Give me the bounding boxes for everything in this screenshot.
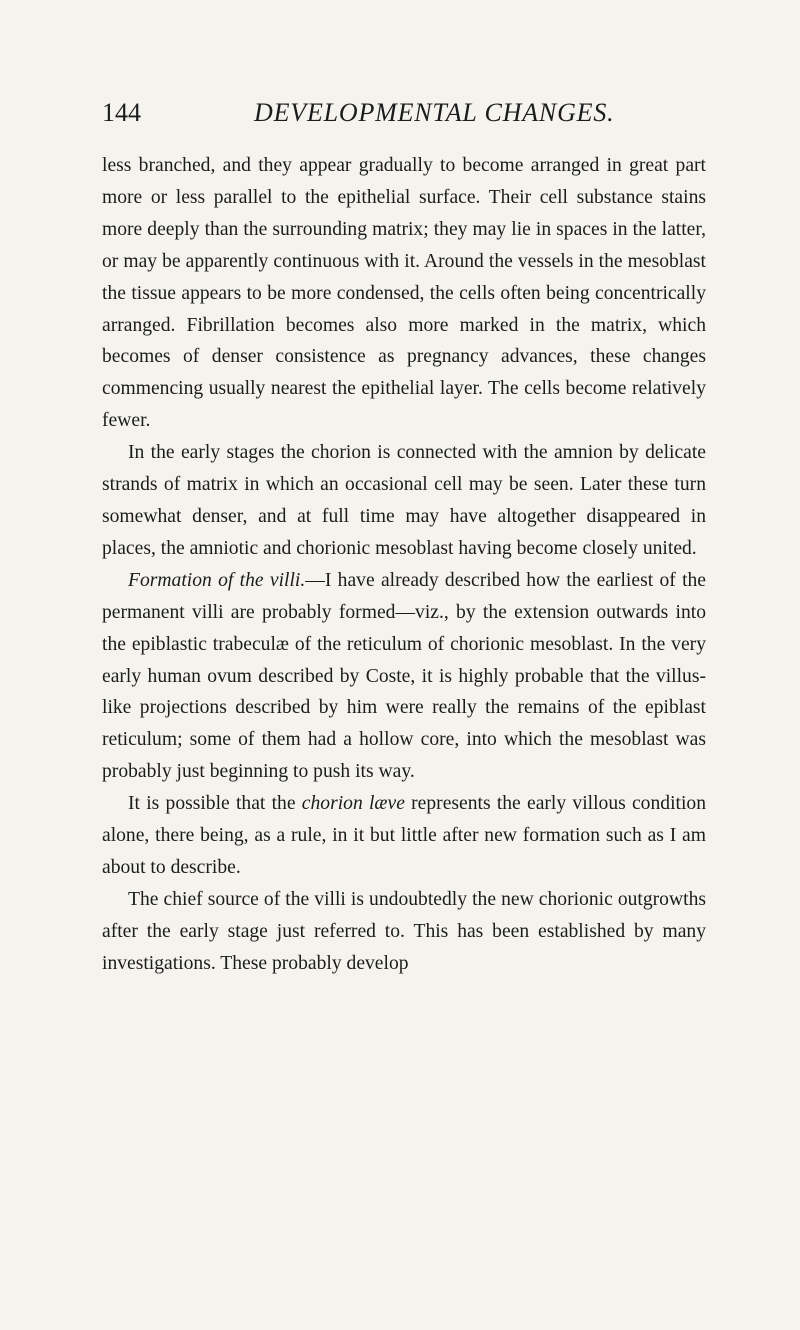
running-title: DEVELOPMENTAL CHANGES. — [254, 98, 615, 127]
page-number: 144 — [102, 98, 141, 127]
section-heading-formation-of-villi: Formation of the villi. — [128, 569, 306, 591]
paragraph-formation-of-villi-text: —I have already described how the earliest of the permanent villi are probably formed—viz., by the extension outwards into the epiblastic trabeculæ of the reticulum of chorionic mesoblast. In the very early human ovum described by Coste, it is highly probable that the villus-like projections described by him were really the remains of the epiblast reticulum; some of them had a hollow core, into which the mesoblast was probably just beginning to push its way. — [102, 569, 707, 783]
paragraph-chorion-laeve — [102, 788, 706, 884]
paragraph-chorion-laeve-after: represents the early villous condition alone, there being, as a rule, in it but little after new formation such as I am about to describe. — [102, 793, 706, 878]
running-head — [102, 96, 706, 136]
paragraph-formation-of-villi — [102, 565, 706, 788]
paragraph-chorion-amnion: In the early stages the chorion is connected with the amnion by delicate strands of matrix in which an occasional cell may be seen. Later these turn somewhat denser, and at full time may have altogether disappeared in places, the amniotic and chorionic mesoblast having become closely united. — [102, 442, 706, 559]
paragraph-chorion-laeve-before: It is possible that the — [128, 793, 302, 815]
paragraph-continuation: less branched, and they appear gradually to become arranged in great part more or less parallel to the epithelial surface. Their cell substance stains more deeply than the surrounding matrix; they may lie in spaces in the latter, or may be apparently continuous with it. Around the vessels in the mesoblast the tissue appears to be more condensed, the cells often being concentrically arranged. Fibrillation becomes also more marked in the matrix, which becomes of denser consistence as pregnancy advances, these changes commencing usually nearest the epithelial layer. The cells become relatively fewer. — [102, 155, 706, 432]
term-chorion-laeve: chorion læve — [301, 793, 405, 815]
body-text — [102, 150, 706, 980]
paragraph-source-of-villi: The chief source of the villi is undoubtedly the new chorionic outgrowths after the early stage just referred to. This has been established by many investigations. These probably develop — [102, 888, 706, 974]
